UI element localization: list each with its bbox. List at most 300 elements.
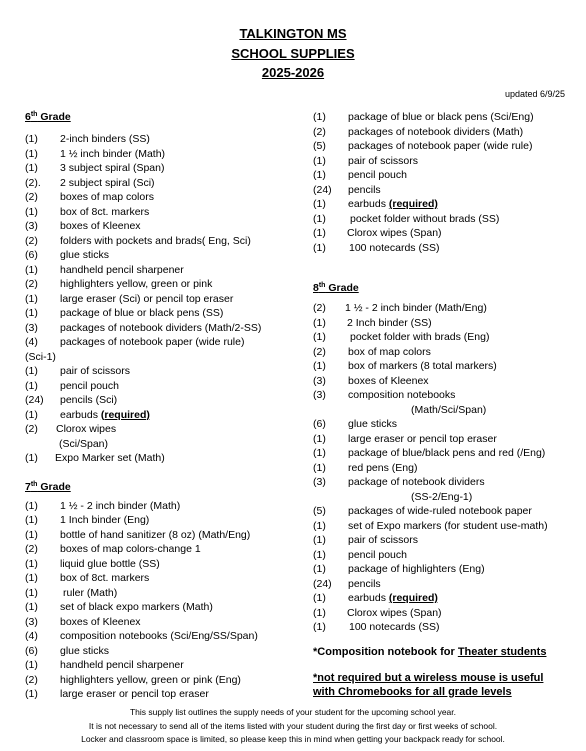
supply-quantity: (1): [25, 688, 38, 700]
supply-item: [313, 301, 575, 316]
supply-item: [313, 330, 575, 345]
grade-7-list: [25, 499, 305, 702]
supply-quantity: (1): [313, 360, 326, 372]
supply-item: [25, 408, 305, 423]
left-column: [25, 110, 305, 702]
supply-item: [313, 591, 575, 606]
supply-description: [60, 147, 165, 162]
mouse-note: [313, 671, 575, 699]
supply-description: [60, 379, 119, 394]
supply-description: [347, 606, 442, 621]
supply-description: [60, 205, 149, 220]
supply-item: [25, 499, 305, 514]
supply-text: bottle of hand sanitizer (8 oz) (Math/Eng): [60, 528, 251, 541]
supply-text: earbuds: [348, 198, 389, 210]
supply-text: large eraser or pencil top eraser: [60, 688, 209, 700]
right-column: [313, 110, 575, 699]
supply-quantity: (2): [25, 278, 38, 290]
supply-text: large eraser (Sci) or pencil top eraser: [60, 292, 234, 305]
supply-item: (Sci-1): [25, 350, 56, 363]
supply-text: 1 ½ - 2 inch binder (Math/Eng): [345, 302, 487, 314]
supply-description: [348, 446, 545, 461]
supply-text: box of markers (8 total markers): [348, 360, 497, 372]
supply-description: [60, 335, 244, 350]
supply-item: [25, 422, 305, 437]
supply-quantity: (1): [313, 111, 326, 123]
supply-description: [60, 629, 258, 644]
supply-text: 1 Inch binder (Eng): [60, 514, 150, 526]
supply-description: [349, 620, 439, 635]
supply-item: [25, 248, 305, 263]
supply-item: [25, 673, 305, 688]
supply-item: [313, 154, 575, 169]
supply-quantity: (1): [313, 241, 326, 254]
supply-description: [60, 306, 223, 321]
grade-7-suffix: th: [30, 480, 38, 488]
supply-quantity: (1): [313, 169, 326, 181]
grade-6-suffix: th: [30, 111, 38, 118]
supply-item: [25, 586, 305, 601]
supply-text: earbuds: [60, 408, 101, 421]
supply-item: [25, 542, 305, 557]
supply-description: [411, 403, 486, 418]
supply-quantity: (6): [25, 644, 38, 657]
supply-item: [313, 548, 575, 563]
supply-description: [60, 658, 184, 673]
grade-6-number: 6: [25, 111, 31, 123]
supply-description: [348, 461, 417, 476]
supply-text: liquid glue bottle (SS): [60, 557, 160, 570]
supply-item: [313, 168, 575, 183]
supply-quantity: (1): [25, 452, 38, 464]
supply-text: set of black expo markers (Math): [60, 601, 213, 613]
supply-item: [25, 132, 305, 147]
supply-quantity: (1): [313, 198, 326, 210]
footer: [0, 706, 586, 747]
supply-text: pocket folder without brads (SS): [350, 212, 500, 225]
supply-text: 100 notecards (SS): [349, 241, 440, 254]
supply-quantity: (3): [313, 374, 326, 387]
supply-quantity: (1): [313, 592, 326, 604]
supply-quantity: (5): [313, 505, 326, 517]
supply-description: [350, 212, 499, 227]
supply-item: [313, 226, 575, 241]
supply-quantity: (1): [25, 133, 38, 145]
supply-text: box of 8ct. markers: [60, 572, 150, 584]
supply-description: [348, 548, 407, 563]
supply-quantity: (4): [25, 630, 38, 642]
supply-quantity: (1): [313, 534, 326, 546]
supply-quantity: (1): [25, 147, 38, 160]
supply-quantity: (5): [313, 140, 326, 152]
supply-description: [348, 475, 485, 490]
updated-date: updated 6/9/25: [504, 89, 565, 99]
supply-item: [313, 475, 575, 490]
supply-quantity: (2): [25, 543, 38, 555]
supply-quantity: (1): [25, 557, 38, 570]
grade-8-number: 8: [313, 282, 319, 294]
supply-text: earbuds: [348, 592, 389, 604]
supply-description: [55, 451, 165, 466]
supply-text: packages of notebook dividers (Math): [348, 125, 524, 138]
supply-text: package of blue/black pens and red (/Eng): [348, 447, 546, 459]
supply-item: [313, 316, 575, 331]
grade-8-heading: [313, 281, 575, 296]
supply-item: [25, 321, 305, 336]
supply-description: [60, 408, 150, 423]
supply-quantity: (6): [25, 249, 38, 261]
supply-item: [313, 562, 575, 577]
supply-quantity: (1): [313, 331, 326, 343]
supply-text: boxes of map colors: [60, 191, 154, 203]
supply-description: [347, 316, 432, 331]
supply-description: [348, 139, 532, 154]
supply-item: [313, 388, 575, 403]
supply-item: [313, 432, 575, 447]
supply-text: 2 subject spiral (Sci): [60, 176, 155, 189]
supply-text: glue sticks: [60, 644, 110, 657]
supply-description: [348, 432, 497, 447]
supply-text: pair of scissors: [60, 365, 131, 377]
supply-description: [60, 292, 233, 307]
supply-item: [313, 197, 575, 212]
supply-item: [25, 219, 305, 234]
supply-quantity: (1): [25, 528, 38, 541]
supply-description: [348, 110, 534, 125]
theater-note-students: Theater students: [457, 645, 547, 658]
supply-quantity: (1): [25, 514, 38, 526]
supply-item: [313, 620, 575, 635]
supply-description: [60, 277, 212, 292]
supply-quantity: (1): [25, 205, 38, 218]
supply-quantity: (1): [25, 365, 38, 377]
supply-text: pencils: [348, 577, 381, 590]
supply-quantity: (24): [25, 394, 44, 406]
supply-description: [60, 234, 251, 249]
footer-line-2: It is not necessary to send all of the items listed with your student during the first day or first weeks of school.: [88, 720, 498, 731]
supply-description: [348, 577, 381, 592]
supply-description: [60, 600, 213, 615]
supply-item: [25, 528, 305, 543]
supply-quantity: (3): [25, 220, 38, 232]
supply-text: 1 ½ inch binder (Math): [60, 147, 166, 160]
supply-description: [350, 330, 489, 345]
supply-quantity: (3): [25, 321, 38, 334]
supply-text: package of blue or black pens (SS): [60, 307, 224, 319]
supply-quantity: (4): [25, 336, 38, 348]
supply-item: [25, 176, 305, 191]
supply-text: Clorox wipes (Span): [347, 606, 442, 619]
supply-description: [348, 374, 429, 389]
supply-quantity: (1): [25, 379, 38, 392]
supply-quantity: (2): [313, 345, 326, 358]
supply-description: [60, 393, 117, 408]
supply-description: [60, 190, 154, 205]
supply-text: composition notebooks: [348, 389, 456, 401]
supply-description: [60, 687, 209, 702]
supply-text: packages of notebook paper (wide rule): [60, 336, 245, 348]
supply-text: folders with pockets and brads( Eng, Sci): [60, 234, 251, 247]
supply-text: pencil pouch: [348, 548, 407, 561]
supply-description: [60, 499, 180, 514]
supply-text: box of 8ct. markers: [60, 205, 150, 218]
supply-item: [25, 335, 305, 350]
supply-item: [25, 513, 305, 528]
supply-text: (Math/Sci/Span): [411, 403, 487, 416]
supply-description: [348, 345, 431, 360]
mouse-note-line-1: *not required but a wireless mouse is useful: [313, 671, 544, 684]
supply-text: pair of scissors: [348, 154, 419, 167]
grade-6-list: [25, 132, 305, 466]
supply-quantity: (2).: [25, 176, 41, 189]
supply-text: glue sticks: [60, 249, 110, 261]
supply-item: [25, 292, 305, 307]
supply-description: [63, 586, 117, 601]
supply-description: [60, 132, 150, 147]
supply-item: [25, 161, 305, 176]
supply-item: [313, 212, 575, 227]
theater-note-prefix: *Composition notebook for: [313, 645, 458, 658]
grade-8-label: Grade: [325, 282, 359, 294]
supply-quantity: (1): [313, 212, 326, 225]
supply-text: handheld pencil sharpener: [60, 659, 184, 671]
supply-quantity: (3): [313, 389, 326, 401]
supply-text: 100 notecards (SS): [349, 621, 440, 633]
supply-item: [25, 557, 305, 572]
supply-quantity: (1): [25, 263, 38, 276]
supply-item: [25, 277, 305, 292]
supply-description: [60, 176, 155, 191]
supply-quantity: (1): [25, 601, 38, 613]
supply-description: [56, 422, 116, 437]
supply-text: packages of notebook paper (wide rule): [348, 140, 533, 152]
supply-text: 2-inch binders (SS): [60, 133, 150, 145]
supply-quantity: (1): [313, 461, 326, 474]
supply-description: [60, 248, 109, 263]
supply-item: [313, 403, 575, 418]
supply-text: pencils (Sci): [60, 394, 118, 406]
supply-quantity: (1): [25, 572, 38, 584]
supply-description: [348, 388, 455, 403]
grade-7-heading: [25, 480, 305, 495]
supply-text: boxes of Kleenex: [60, 615, 141, 628]
supply-text: pair of scissors: [348, 534, 419, 546]
supply-quantity: (1): [25, 292, 38, 305]
supply-description: [411, 490, 472, 505]
supply-text: pencil pouch: [60, 379, 119, 392]
supply-item: [313, 183, 575, 198]
supply-item: [25, 306, 305, 321]
supply-item: [313, 417, 575, 432]
supply-item: [25, 615, 305, 630]
school-name: TALKINGTON MS: [239, 26, 347, 41]
supply-description: [348, 197, 438, 212]
supply-item: [313, 519, 575, 534]
supply-text: (SS-2/Eng-1): [411, 490, 473, 503]
supply-quantity: (1): [313, 548, 326, 561]
grade-8-list: [313, 301, 575, 635]
supply-text: pencil pouch: [348, 169, 407, 181]
supply-text: package of highlighters (Eng): [348, 563, 485, 575]
grade-6-label: Grade: [37, 111, 71, 123]
supply-text: boxes of Kleenex: [348, 374, 429, 387]
supply-text: pocket folder with brads (Eng): [350, 331, 490, 343]
supply-text: box of map colors: [348, 345, 431, 358]
supply-description: [60, 557, 160, 572]
supply-quantity: (1): [313, 563, 326, 575]
supply-quantity: (1): [25, 586, 38, 599]
supply-quantity: (1): [313, 447, 326, 459]
supply-item: [25, 147, 305, 162]
supply-item: [313, 345, 575, 360]
supply-text: boxes of map colors-change 1: [60, 543, 201, 555]
supply-quantity: (1): [25, 659, 38, 671]
supply-quantity: (6): [313, 418, 326, 430]
supply-quantity: (2): [25, 423, 38, 435]
supply-description: [60, 513, 149, 528]
supply-item: [313, 446, 575, 461]
supply-text: boxes of Kleenex: [60, 220, 141, 232]
supply-quantity: (1): [313, 519, 326, 532]
supply-text: Expo Marker set (Math): [55, 452, 165, 464]
supply-text: (Sci/Span): [59, 437, 109, 450]
supply-text: 2 Inch binder (SS): [347, 316, 432, 329]
supply-quantity: (2): [313, 302, 326, 314]
supply-text: 3 subject spiral (Span): [60, 162, 165, 174]
footer-line-3: Locker and classroom space is limited, so please keep this in mind when getting your backpack ready for school.: [81, 734, 505, 744]
supply-item: [313, 533, 575, 548]
supply-text: packages of wide-ruled notebook paper: [348, 505, 532, 517]
supply-description: [348, 562, 485, 577]
supply-item: [313, 461, 575, 476]
supply-item: [313, 110, 575, 125]
supply-text: highlighters yellow, green or pink (Eng): [60, 673, 241, 686]
supply-quantity: (1): [313, 621, 326, 633]
supply-quantity: (1): [313, 432, 326, 445]
supply-description: [348, 504, 532, 519]
supply-quantity: (1): [25, 408, 38, 421]
supply-description: [348, 168, 407, 183]
supply-item: [313, 139, 575, 154]
supply-item: [25, 644, 305, 659]
supply-description: [348, 154, 418, 169]
supply-quantity: (2): [25, 191, 38, 203]
supply-description: [60, 321, 261, 336]
supply-item: [25, 687, 305, 702]
supply-description: [60, 263, 184, 278]
supply-description: [348, 183, 381, 198]
supply-description: [347, 226, 442, 241]
theater-note: [313, 645, 575, 659]
grade-6-list-continued: [313, 110, 575, 255]
supply-text: pencils: [348, 183, 381, 196]
supply-item: [313, 490, 575, 505]
mouse-note-line-2: with Chromebooks for all grade levels: [313, 685, 512, 698]
supply-description: [60, 542, 201, 557]
supply-item: [25, 205, 305, 220]
supply-item: [25, 234, 305, 249]
supply-text: Clorox wipes (Span): [347, 227, 442, 239]
supply-text: packages of notebook dividers (Math/2-SS): [60, 321, 262, 334]
supply-text: package of blue or black pens (Sci/Eng): [348, 111, 534, 123]
supply-description: [60, 219, 141, 234]
supply-item: [25, 263, 305, 278]
supply-quantity: (2): [313, 125, 326, 138]
title-block: [0, 24, 586, 83]
supply-quantity: (1): [313, 606, 326, 619]
supply-description: [348, 591, 438, 606]
supply-item: [25, 379, 305, 394]
supply-text: package of notebook dividers: [348, 476, 485, 488]
supply-description: [60, 571, 149, 586]
supply-item: [25, 190, 305, 205]
supply-text: handheld pencil sharpener: [60, 263, 184, 276]
supply-text: Clorox wipes: [56, 423, 117, 435]
supply-description: [348, 125, 523, 140]
supply-description: [60, 673, 241, 688]
supply-item: [25, 571, 305, 586]
footer-line-1: This supply list outlines the supply needs of your student for the upcoming school year.: [129, 707, 457, 717]
supply-item: [25, 437, 305, 452]
supply-item: [25, 629, 305, 644]
supply-quantity: (3): [313, 476, 326, 488]
supply-quantity: (1): [25, 307, 38, 319]
supply-quantity: (24): [313, 577, 332, 590]
supply-quantity: (1): [25, 499, 38, 512]
grade-8-suffix: th: [318, 282, 326, 289]
grade-7-number: 7: [25, 480, 31, 493]
supply-quantity: (3): [25, 615, 38, 628]
supply-description: [59, 437, 108, 452]
supply-item: [25, 658, 305, 673]
supply-item: [313, 577, 575, 592]
supply-text: highlighters yellow, green or pink: [60, 278, 213, 290]
supply-text: set of Expo markers (for student use-math): [348, 519, 548, 532]
supply-item: [313, 374, 575, 389]
supply-description: [348, 417, 397, 432]
supply-item: [313, 504, 575, 519]
supply-item: [313, 359, 575, 374]
supply-description: [60, 364, 130, 379]
required-label: (required): [100, 408, 150, 421]
supply-description: [348, 519, 548, 534]
supply-item: [313, 125, 575, 140]
supply-item: [25, 451, 305, 466]
supply-quantity: (1): [313, 227, 326, 239]
grade-7-label: Grade: [37, 480, 71, 493]
supply-text: composition notebooks (Sci/Eng/SS/Span): [60, 630, 258, 642]
supply-item: [25, 364, 305, 379]
supply-description: [60, 644, 109, 659]
supply-item: [25, 393, 305, 408]
required-label: (required): [388, 592, 438, 604]
supply-item: [313, 241, 575, 256]
supply-description: [348, 359, 497, 374]
supply-description: [348, 533, 418, 548]
document-subtitle: SCHOOL SUPPLIES: [231, 45, 355, 61]
supply-description: [60, 615, 141, 630]
supply-text: glue sticks: [348, 418, 398, 430]
school-year: 2025-2026: [261, 65, 325, 80]
supply-text: 1 ½ - 2 inch binder (Math): [60, 499, 181, 512]
supply-quantity: (2): [25, 234, 38, 247]
supply-description: [349, 241, 439, 256]
grade-6-heading: [25, 110, 305, 125]
required-label: (required): [388, 198, 438, 210]
supply-quantity: (1): [25, 162, 38, 174]
supply-description: [345, 301, 487, 316]
supply-quantity: (2): [25, 673, 38, 686]
